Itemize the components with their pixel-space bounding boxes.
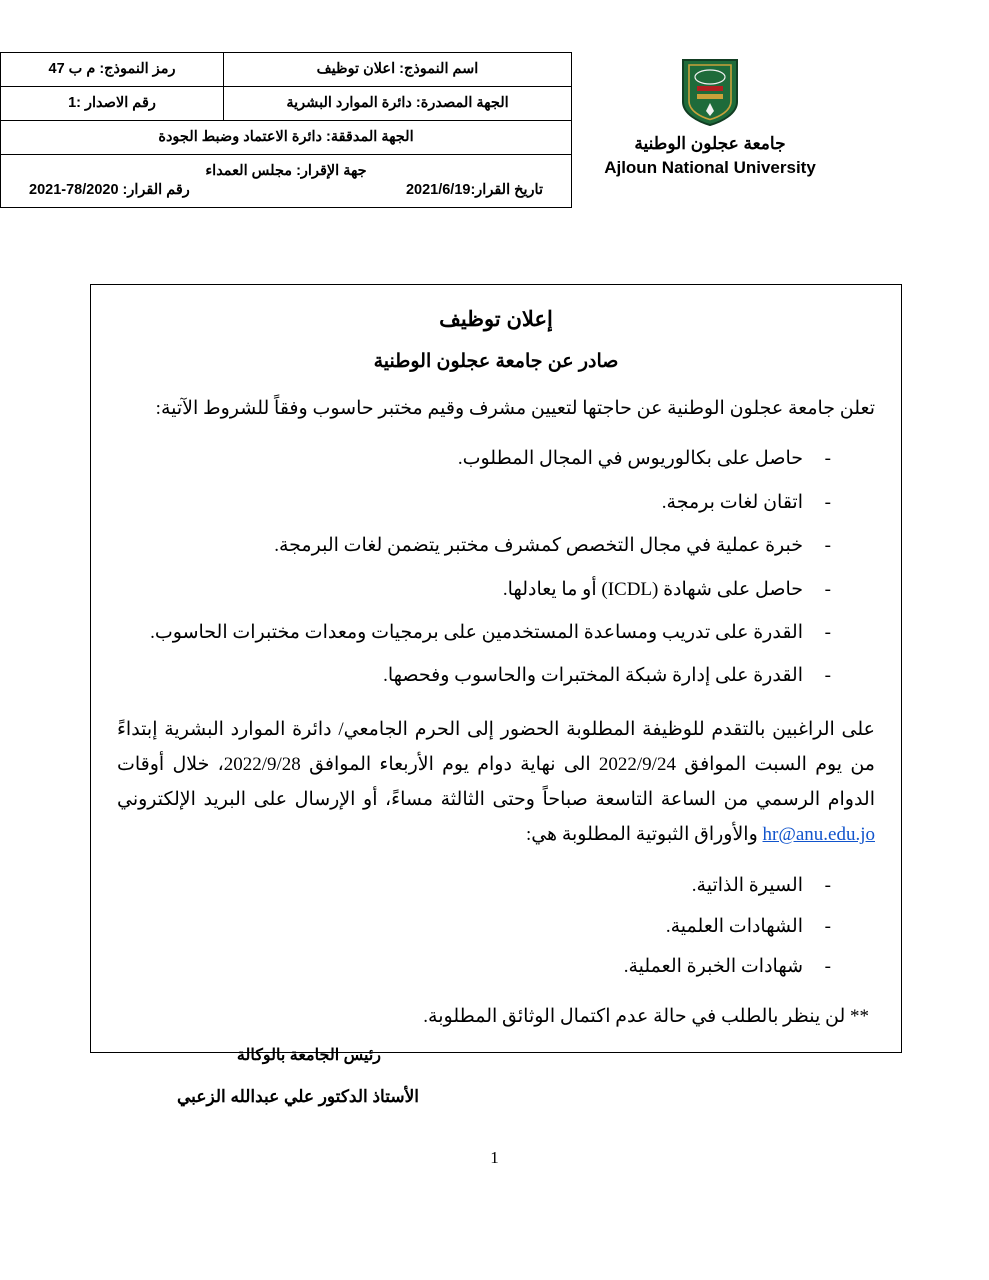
approval-body-label: جهة الإقرار: مجلس العمداء — [205, 163, 367, 180]
table-row — [1, 121, 572, 155]
instructions-part-two: والأوراق الثبوتية المطلوبة هي: — [525, 824, 763, 846]
document-header — [0, 52, 989, 208]
announcement-box — [90, 284, 902, 1053]
signatory-name: الأستاذ الدكتور علي عبدالله الزعبي — [177, 1087, 419, 1107]
list-item: - حاصل على شهادة (ICDL) أو ما يعادلها. — [117, 568, 875, 611]
decision-date: تاريخ القرار:2021/6/19 — [405, 181, 543, 198]
instructions-part-one: على الراغبين بالتقدم للوظيفة المطلوبة الحضور إلى الحرم الجامعي/ دائرة الموارد البشرية إبتداءً من يوم السبت الموافق 2022/9/24 الى نهاية دوام يوم الأربعاء الموافق 2022/9/28، خلال أوقات الدوام الرسمي من الساعة التاسعة صباحاً وحتى الثالثة مساءً، أو الإرسال على البريد الإلكتروني — [117, 718, 875, 811]
announcement-title: إعلان توظيف — [439, 308, 553, 331]
decision-row — [7, 181, 565, 199]
signature-block — [177, 1046, 419, 1108]
source-dept-cell: الجهة المصدرة: دائرة الموارد البشرية — [224, 87, 572, 121]
audit-dept-cell: الجهة المدققة: دائرة الاعتماد وضبط الجودة — [1, 121, 572, 155]
signatory-role: رئيس الجامعة بالوكالة — [236, 1047, 381, 1064]
decision-number: رقم القرار: 78/2020-2021 — [29, 181, 190, 198]
list-item: - خبرة عملية في مجال التخصص كمشرف مختبر يتضمن لغات البرمجة. — [117, 524, 875, 567]
page-number: 1 — [490, 1148, 499, 1167]
list-item: - شهادات الخبرة العملية. — [117, 947, 875, 987]
list-item: - حاصل على بكالوريوس في المجال المطلوب. — [117, 437, 875, 480]
announcement-intro: تعلن جامعة عجلون الوطنية عن حاجتها لتعيين مشرف وقيم مختبر حاسوب وفقاً للشروط الآتية: — [155, 398, 875, 419]
list-item: - القدرة على تدريب ومساعدة المستخدمين على برمجيات ومعدات مختبرات الحاسوب. — [117, 611, 875, 654]
table-row — [1, 87, 572, 121]
announcement-note: ** لن ينظر بالطلب في حالة عدم اكتمال الوثائق المطلوبة. — [423, 1005, 869, 1027]
required-documents-list — [117, 866, 875, 987]
table-row — [1, 53, 572, 87]
approval-body-cell — [1, 155, 572, 207]
list-item: - السيرة الذاتية. — [117, 866, 875, 906]
announcement-subtitle: صادر عن جامعة عجلون الوطنية — [373, 351, 619, 372]
list-item: - القدرة على إدارة شبكة المختبرات والحاسوب وفحصها. — [117, 654, 875, 697]
form-meta-table — [0, 52, 572, 208]
version-number-cell: رقم الاصدار :1 — [1, 87, 224, 121]
list-item: - اتقان لغات برمجة. — [117, 481, 875, 524]
hr-email-link[interactable]: hr@anu.edu.jo — [762, 824, 875, 846]
university-crest-icon — [679, 56, 741, 128]
application-instructions — [117, 712, 875, 853]
requirements-list — [117, 437, 875, 698]
table-row — [1, 155, 572, 207]
form-code-cell: رمز النموذج: م ب 47 — [1, 53, 224, 87]
university-brand — [572, 52, 848, 208]
university-name-ar: جامعة عجلون الوطنية — [634, 134, 786, 153]
university-name-en: Ajloun National University — [604, 158, 816, 177]
form-name-cell: اسم النموذج: اعلان توظيف — [224, 53, 572, 87]
list-item: - الشهادات العلمية. — [117, 907, 875, 947]
